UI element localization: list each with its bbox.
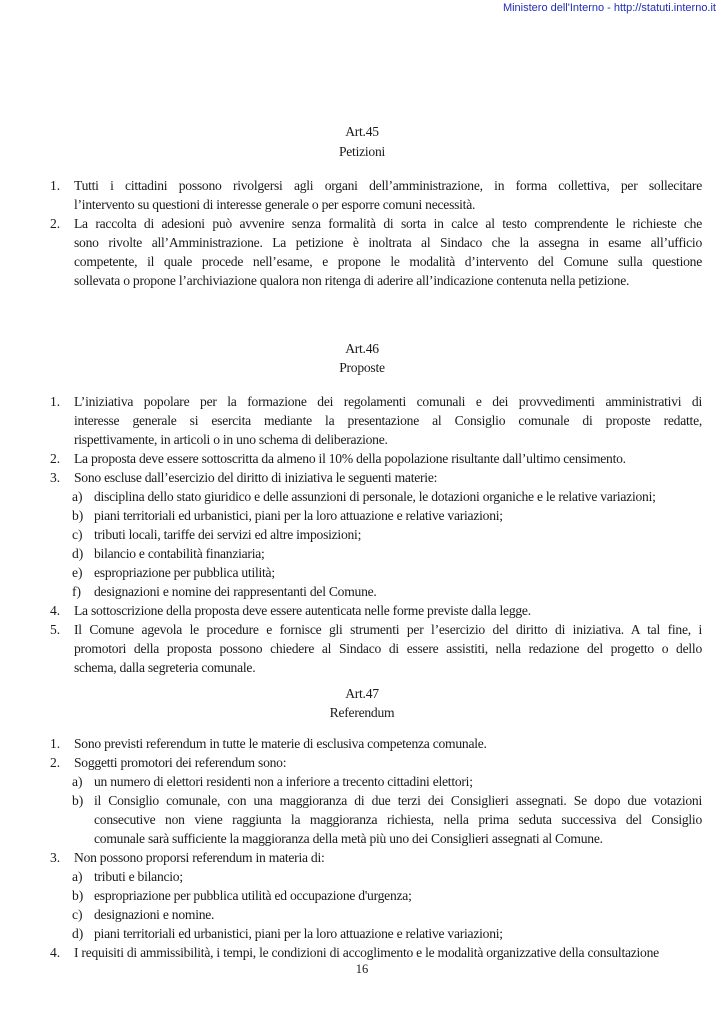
art46-item-3-line: Sono escluse dall’esercizio del diritto di iniziativa le seguenti materie: xyxy=(74,470,438,485)
art47-item-2-line: Soggetti promotori dei referendum sono: xyxy=(74,755,287,770)
art45-item-2-line: competente, il quale procede nell’esame, e propone le modalità d’intervento del Comune sulla questione xyxy=(74,254,702,269)
art46-item-5-line: Il Comune agevola le procedure e fornisce gli strumenti per l’esercizio del diritto di iniziativa. A tal fine, i xyxy=(74,622,702,637)
article-47-number: Art.47 xyxy=(345,686,379,701)
article-45-number: Art.45 xyxy=(345,124,379,139)
art47-item-3-sub-a-letter: a) xyxy=(72,869,83,884)
art47-item-4-line: I requisiti di ammissibilità, i tempi, le condizioni di accoglimento e le modalità organizzative della consultazione xyxy=(74,945,659,960)
art46-item-1-number: 1. xyxy=(50,394,61,409)
art45-item-1-number: 1. xyxy=(50,178,61,193)
art45-item-1-line: Tutti i cittadini possono rivolgersi agli organi dell’amministrazione, in forma collettiva, per sollecitare xyxy=(74,178,702,193)
art47-item-3-sub-d-text: piani territoriali ed urbanistici, piani per la loro attuazione e relative variazioni; xyxy=(94,926,503,941)
art47-item-3-sub-b-letter: b) xyxy=(72,888,84,903)
art47-item-2-sub-b-text: il Consiglio comunale, con una maggioranza di due terzi dei Consiglieri assegnati. Se dopo due votazioni xyxy=(94,793,702,808)
art47-item-3-sub-b-text: espropriazione per pubblica utilità ed occupazione d'urgenza; xyxy=(94,888,412,903)
art46-item-4-number: 4. xyxy=(50,603,61,618)
art47-item-3-number: 3. xyxy=(50,850,61,865)
art47-item-2-sub-b-text: consecutive non viene raggiunta la maggioranza richiesta, nella prima seduta successiva del Consiglio xyxy=(94,812,702,827)
art46-sub-e-text: espropriazione per pubblica utilità; xyxy=(94,565,275,580)
art46-item-3-number: 3. xyxy=(50,470,61,485)
art46-item-1-line: interesse generale si esercita mediante la presentazione al Consiglio comunale di proposte redatte, xyxy=(74,413,702,428)
source-header-link[interactable]: Ministero dell'Interno - http://statuti.interno.it xyxy=(502,2,716,14)
art46-sub-f-text: designazioni e nomine dei rappresentanti del Comune. xyxy=(94,584,377,599)
art46-item-1-line: rispettivamente, in articoli o in uno schema di deliberazione. xyxy=(74,432,388,447)
art46-sub-e-letter: e) xyxy=(72,565,83,580)
art47-item-1-line: Sono previsti referendum in tutte le materie di esclusiva competenza comunale. xyxy=(74,736,487,751)
art46-item-4-line: La sottoscrizione della proposta deve essere autenticata nelle forme previste dalla legge. xyxy=(74,603,531,618)
art47-item-3-sub-c-letter: c) xyxy=(72,907,83,922)
art46-item-1-line: L’iniziativa popolare per la formazione dei regolamenti comunali e dei provvedimenti amministrativi di xyxy=(74,394,702,409)
page-number: 16 xyxy=(355,962,369,976)
art47-item-3-line: Non possono proporsi referendum in materia di: xyxy=(74,850,325,865)
art47-item-2-sub-b-text: comunale sarà sufficiente la maggioranza della metà più uno dei Consiglieri assegnati al Comune. xyxy=(94,831,603,846)
art45-item-2-number: 2. xyxy=(50,216,61,231)
art46-sub-c-text: tributi locali, tariffe dei servizi ed altre imposizioni; xyxy=(94,527,362,542)
art47-item-3-sub-c-text: designazioni e nomine. xyxy=(94,907,215,922)
art46-item-5-line: schema, dalla segreteria comunale. xyxy=(74,660,256,675)
art46-item-5-line: promotori della proposta possono chiedere al Sindaco di essere assistiti, nella redazione del progetto o dello xyxy=(74,641,702,656)
art47-item-1-number: 1. xyxy=(50,736,61,751)
art47-item-3-sub-d-letter: d) xyxy=(72,926,84,941)
art46-sub-c-letter: c) xyxy=(72,527,83,542)
article-47-title: Referendum xyxy=(329,705,395,720)
art47-item-3-sub-a-text: tributi e bilancio; xyxy=(94,869,183,884)
art46-item-2-number: 2. xyxy=(50,451,61,466)
article-46-title: Proposte xyxy=(339,360,385,375)
art46-sub-d-text: bilancio e contabilità finanziaria; xyxy=(94,546,265,561)
art47-item-2-sub-a-text: un numero di elettori residenti non a inferiore a trecento cittadini elettori; xyxy=(94,774,473,789)
art46-sub-f-letter: f) xyxy=(72,584,82,599)
art45-item-2-line: sono rivolte all’Amministrazione. La petizione è inoltrata al Sindaco che la assegna in esame all’ufficio xyxy=(74,235,702,250)
art46-sub-d-letter: d) xyxy=(72,546,84,561)
art46-sub-a-text: disciplina dello stato giuridico e delle assunzioni di personale, le dotazioni organiche e le relative variazioni; xyxy=(94,489,656,504)
art46-item-2-line: La proposta deve essere sottoscritta da almeno il 10% della popolazione risultante dall’ultimo censimento. xyxy=(74,451,626,466)
art47-item-2-sub-b-letter: b) xyxy=(72,793,84,808)
art45-item-1-line: l’intervento su questioni di interesse generale o per esporre comuni necessità. xyxy=(74,197,476,212)
art46-item-5-number: 5. xyxy=(50,622,61,637)
article-46-number: Art.46 xyxy=(345,341,379,356)
art46-sub-b-text: piani territoriali ed urbanistici, piani per la loro attuazione e relative variazioni; xyxy=(94,508,503,523)
art45-item-2-line: sollevata o propone l’archiviazione qualora non ritenga di aderire all’indicazione contenuta nella petizione. xyxy=(74,273,630,288)
art45-item-2-line: La raccolta di adesioni può avvenire senza formalità di sorta in calce al testo comprendente le richieste che xyxy=(74,216,702,231)
art46-sub-a-letter: a) xyxy=(72,489,83,504)
article-45-title: Petizioni xyxy=(338,144,386,159)
art47-item-2-number: 2. xyxy=(50,755,61,770)
art47-item-4-number: 4. xyxy=(50,945,61,960)
art47-item-2-sub-a-letter: a) xyxy=(72,774,83,789)
art46-sub-b-letter: b) xyxy=(72,508,84,523)
